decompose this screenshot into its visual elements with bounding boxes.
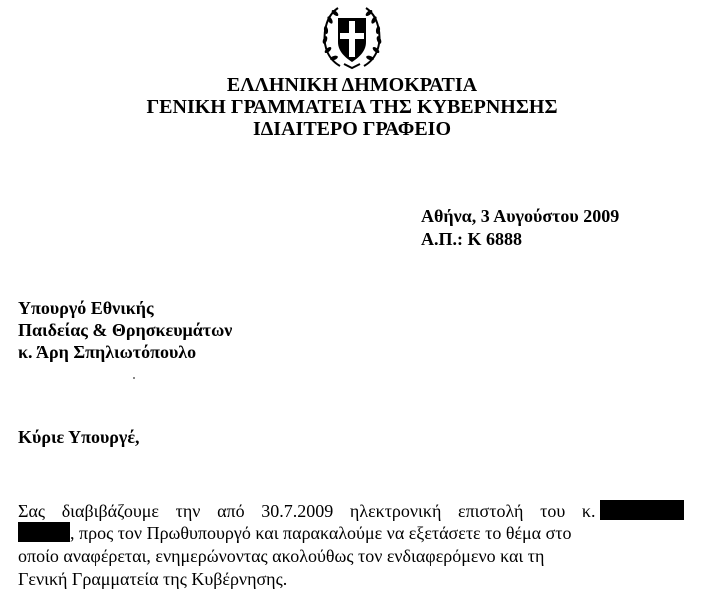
- body-text: , προς τον Πρωθυπουργό και παρακαλούμε να εξετάσετε το θέμα στο: [70, 523, 572, 543]
- body-line-3: οποίο αναφέρεται, ενημερώνοντας ακολούθως τον ενδιαφερόμενο και τη: [18, 546, 545, 566]
- body-line-2: [18, 522, 684, 544]
- body-word: επιστολή: [458, 501, 524, 521]
- letter-date: Αθήνα, 3 Αυγούστου 2009: [421, 206, 620, 226]
- body-word: ηλεκτρονική: [349, 501, 442, 521]
- body-line-1: [18, 500, 684, 522]
- body-word-with-redaction: κ.: [582, 500, 684, 522]
- body-word: την: [175, 501, 201, 521]
- body-word: από: [217, 501, 245, 521]
- redaction-bar: [600, 500, 684, 520]
- recipient-line-2: Παιδείας & Θρησκευμάτων: [18, 320, 233, 340]
- body-word: 30.7.2009: [261, 501, 334, 521]
- reference-number: Α.Π.: Κ 6888: [421, 229, 522, 249]
- header-secretariat: ΓΕΝΙΚΗ ΓΡΑΜΜΑΤΕΙΑ ΤΗΣ ΚΥΒΕΡΝΗΣΗΣ: [146, 96, 558, 118]
- salutation: Κύριε Υπουργέ,: [18, 427, 140, 447]
- header-office: ΙΔΙΑΙΤΕΡΟ ΓΡΑΦΕΙΟ: [252, 118, 452, 140]
- recipient-line-3: κ. Άρη Σπηλιωτόπουλο: [18, 342, 197, 362]
- body-word: του: [540, 501, 566, 521]
- body-line-4: Γενική Γραμματεία της Κυβέρνησης.: [18, 569, 288, 589]
- recipient-line-1: Υπουργό Εθνικής: [18, 298, 154, 318]
- scan-speck: [133, 377, 135, 379]
- redaction-bar: [18, 522, 70, 542]
- greek-coat-of-arms-icon: [318, 4, 386, 72]
- header-country: ΕΛΛΗΝΙΚΗ ΔΗΜΟΚΡΑΤΙΑ: [226, 74, 478, 96]
- body-word: Σας: [18, 501, 46, 521]
- body-word: διαβιβάζουμε: [61, 501, 159, 521]
